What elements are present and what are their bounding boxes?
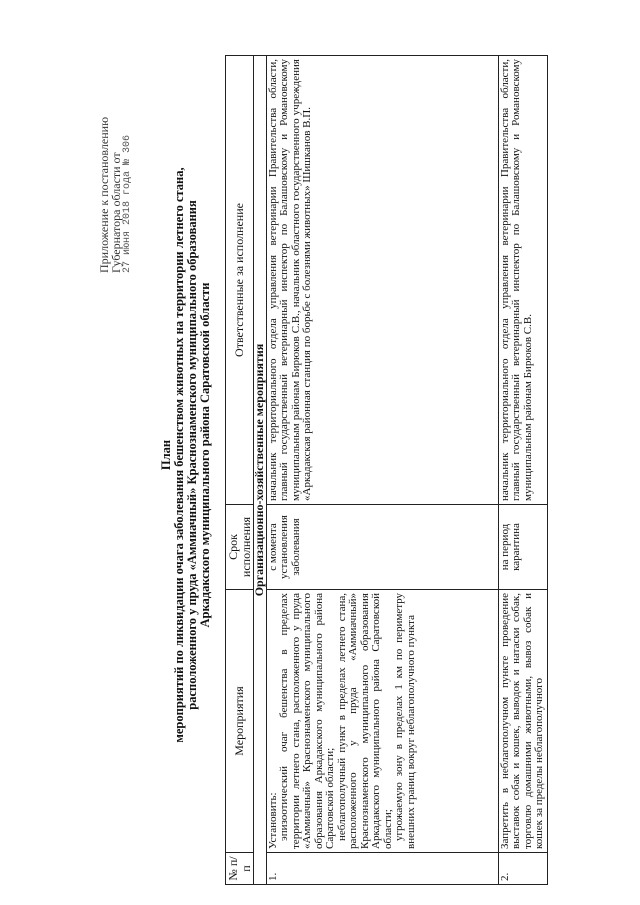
title-line-1: мероприятий по ликвидации очага заболевания бешенством животных на территории летнего стана,: [172, 167, 186, 743]
measure-text: Установить:: [266, 792, 279, 849]
plan-table: [225, 55, 548, 885]
title-line-2: расположенного у пруда «Аммиачный» Краснознаменского муниципального образования: [185, 200, 199, 710]
header-term: Срок исполнения: [226, 505, 254, 590]
measure-text: неблагополучный пункт в пределах летнего стана, расположенного у пруда «Аммиачный» Краснознаменского муниципального образования Аркадакского муниципального района Саратовской области;: [335, 593, 394, 849]
measure-text: угрожаемую зону в пределах 1 км по периметру внешних границ вокруг неблагополучного пункта: [393, 593, 417, 849]
section-row: [254, 56, 267, 885]
section-title: Организационно-хозяйственные мероприятия: [254, 56, 267, 885]
header-measures: Мероприятия: [226, 590, 254, 853]
measure-text: эпизоотический очаг бешенства в пределах территории летнего стана, расположенного у пруда «Аммиачный» Краснознаменского муниципального образования Аркадакского муниципального района Саратовской области;: [278, 593, 336, 849]
appendix-note: [98, 33, 134, 273]
title-heading: План: [159, 439, 173, 471]
appendix-line-2: Губернатора области от: [109, 152, 123, 273]
row-measures: [266, 590, 498, 853]
row-num: 1.: [266, 853, 498, 885]
appendix-line-1: Приложение к постановлению: [97, 116, 111, 273]
row-measures: [498, 590, 547, 853]
header-num: № п/п: [226, 853, 254, 885]
appendix-line-3: 27 июня 2018 года № 306: [122, 134, 133, 273]
row-responsible: начальник территориального отдела управления ветеринарии Правительства области, главный государственный ветеринарный инспектор по Балашовскому и Романовскому муниципальным районам Бирюков С.В., начальник областного государственного учреждения «Аркадакская районная станция по борьбе с болезнями животных» Шишканов В.П.: [266, 56, 498, 505]
table-header-row: [226, 56, 254, 885]
measure-text: Запретить в неблагополучном пункте проведение выставок собак и кошек, выводок и натаски собак, торговлю домашними животными, вывоз собак и кошек за пределы неблагополучного: [498, 593, 545, 849]
table-row: [266, 56, 498, 885]
row-term: на период карантина: [498, 505, 547, 590]
row-num: 2.: [498, 853, 547, 885]
title-line-3: Аркадакского муниципального района Саратовской области: [198, 282, 212, 628]
header-responsible: Ответственные за исполнение: [226, 56, 254, 505]
table-row: [498, 56, 547, 885]
row-responsible: начальник территориального отдела управления ветеринарии Правительства области, главный государственный ветеринарный инспектор по Балашовскому и Романовскому муниципальным районам Бирюков С.В.: [498, 56, 547, 505]
row-term: с момента установления заболевания: [266, 505, 498, 590]
document-title: [160, 65, 212, 845]
